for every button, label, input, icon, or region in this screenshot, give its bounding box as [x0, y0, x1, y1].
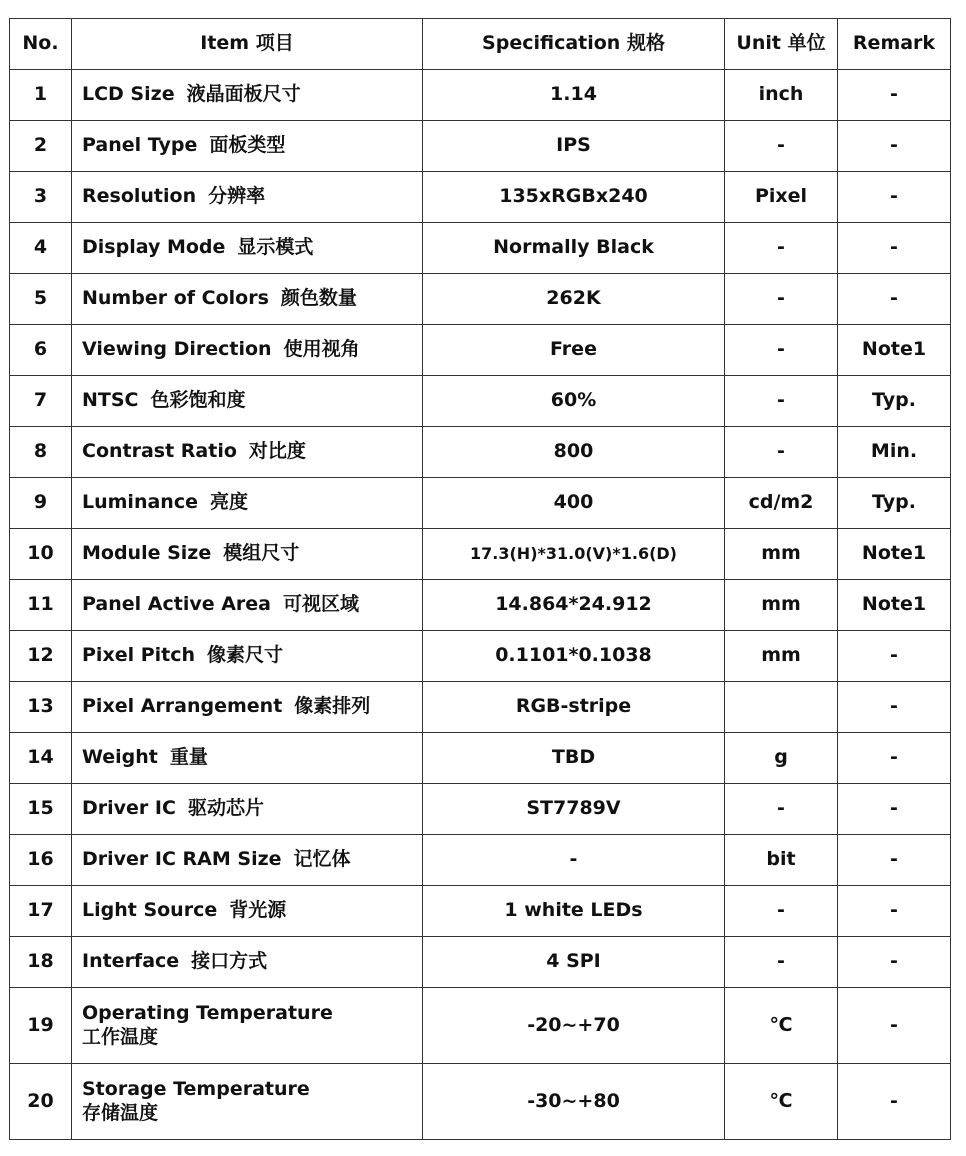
row-unit: g: [725, 733, 838, 784]
item-name-cn: 驱动芯片: [187, 797, 264, 820]
item-name-cn: 使用视角: [283, 338, 360, 361]
item-name-cn: 像素尺寸: [207, 644, 284, 667]
row-no: 14: [10, 733, 72, 784]
row-remark: Note1: [838, 325, 951, 376]
item-name: LCD Size: [82, 83, 175, 106]
row-no: 11: [10, 580, 72, 631]
row-unit: cd/m2: [725, 478, 838, 529]
header-item: Item 项目: [72, 19, 423, 70]
item-name-cn: 色彩饱和度: [150, 389, 246, 412]
row-unit: ℃: [725, 988, 838, 1064]
row-unit: -: [725, 937, 838, 988]
table-row: [10, 835, 951, 886]
row-spec: 1 white LEDs: [423, 886, 725, 937]
row-unit: Pixel: [725, 172, 838, 223]
row-spec: RGB-stripe: [423, 682, 725, 733]
table-row: [10, 223, 951, 274]
row-item: [72, 223, 423, 274]
row-no: 15: [10, 784, 72, 835]
row-item: [72, 682, 423, 733]
row-remark: -: [838, 70, 951, 121]
row-item: [72, 427, 423, 478]
item-name: Storage Temperature: [82, 1077, 310, 1100]
table-row: [10, 325, 951, 376]
row-unit: -: [725, 886, 838, 937]
row-no: 12: [10, 631, 72, 682]
item-name: Operating Temperature: [82, 1001, 333, 1024]
row-no: 3: [10, 172, 72, 223]
item-name: Number of Colors: [82, 287, 269, 310]
table-row: [10, 682, 951, 733]
row-unit: [725, 682, 838, 733]
item-name: Light Source: [82, 899, 218, 922]
row-spec: 800: [423, 427, 725, 478]
row-no: 4: [10, 223, 72, 274]
item-name-cn: 存储温度: [82, 1101, 159, 1124]
item-name: NTSC: [82, 389, 139, 412]
row-item: [72, 325, 423, 376]
item-name-cn: 模组尺寸: [223, 542, 300, 565]
row-spec: Normally Black: [423, 223, 725, 274]
row-remark: -: [838, 988, 951, 1064]
table-header: [10, 19, 951, 70]
row-unit: -: [725, 223, 838, 274]
table-row: [10, 733, 951, 784]
row-spec: -20~+70: [423, 988, 725, 1064]
row-item: [72, 733, 423, 784]
table-row: [10, 70, 951, 121]
table-row: [10, 631, 951, 682]
row-item: [72, 835, 423, 886]
row-item: [72, 172, 423, 223]
row-spec: -: [423, 835, 725, 886]
row-spec: TBD: [423, 733, 725, 784]
row-unit: ℃: [725, 1064, 838, 1140]
row-remark: -: [838, 172, 951, 223]
item-name: Pixel Arrangement: [82, 695, 283, 718]
row-remark: -: [838, 121, 951, 172]
row-spec: 135xRGBx240: [423, 172, 725, 223]
row-no: 10: [10, 529, 72, 580]
row-item: [72, 274, 423, 325]
row-remark: Min.: [838, 427, 951, 478]
row-remark: Typ.: [838, 478, 951, 529]
row-item: [72, 70, 423, 121]
row-remark: Note1: [838, 529, 951, 580]
row-spec: 60%: [423, 376, 725, 427]
row-spec: 262K: [423, 274, 725, 325]
item-name-cn: 重量: [169, 746, 208, 769]
item-name: Display Mode: [82, 236, 226, 259]
header-no: No.: [10, 19, 72, 70]
row-spec: IPS: [423, 121, 725, 172]
row-item: [72, 988, 423, 1064]
item-name: Module Size: [82, 542, 212, 565]
row-no: 19: [10, 988, 72, 1064]
row-item: [72, 376, 423, 427]
item-name: Weight: [82, 746, 158, 769]
item-name-cn: 显示模式: [237, 236, 314, 259]
item-name: Panel Type: [82, 134, 198, 157]
row-spec: 14.864*24.912: [423, 580, 725, 631]
row-no: 17: [10, 886, 72, 937]
table-row: [10, 886, 951, 937]
row-item: [72, 478, 423, 529]
item-name: Driver IC RAM Size: [82, 848, 282, 871]
row-item: [72, 121, 423, 172]
item-name: Panel Active Area: [82, 593, 272, 616]
item-name-cn: 接口方式: [191, 950, 268, 973]
row-unit: -: [725, 325, 838, 376]
table-row: [10, 427, 951, 478]
item-name: Resolution: [82, 185, 197, 208]
row-remark: -: [838, 937, 951, 988]
row-unit: mm: [725, 529, 838, 580]
row-unit: -: [725, 121, 838, 172]
header-unit: Unit 单位: [725, 19, 838, 70]
table-row: [10, 376, 951, 427]
row-remark: -: [838, 631, 951, 682]
item-name-cn: 对比度: [248, 440, 306, 463]
row-spec: 0.1101*0.1038: [423, 631, 725, 682]
row-spec: 400: [423, 478, 725, 529]
row-spec: ST7789V: [423, 784, 725, 835]
row-remark: -: [838, 1064, 951, 1140]
table-row: [10, 784, 951, 835]
table-row: [10, 121, 951, 172]
item-name: Interface: [82, 950, 180, 973]
table-row: [10, 478, 951, 529]
row-remark: -: [838, 733, 951, 784]
row-item: [72, 784, 423, 835]
table-body: [10, 70, 951, 1140]
item-name-cn: 面板类型: [209, 134, 286, 157]
row-no: 2: [10, 121, 72, 172]
item-name: Viewing Direction: [82, 338, 272, 361]
row-remark: -: [838, 784, 951, 835]
table-row: [10, 274, 951, 325]
row-no: 13: [10, 682, 72, 733]
row-spec: 4 SPI: [423, 937, 725, 988]
item-name-cn: 背光源: [229, 899, 287, 922]
table-row: [10, 529, 951, 580]
row-remark: -: [838, 274, 951, 325]
item-name-cn: 可视区域: [283, 593, 360, 616]
item-name-cn: 记忆体: [293, 848, 351, 871]
row-no: 6: [10, 325, 72, 376]
specification-table: [9, 18, 951, 1140]
table-row: [10, 1064, 951, 1140]
row-no: 16: [10, 835, 72, 886]
row-remark: -: [838, 682, 951, 733]
row-remark: -: [838, 223, 951, 274]
row-unit: -: [725, 376, 838, 427]
item-name-cn: 工作温度: [82, 1025, 159, 1048]
header-remark: Remark: [838, 19, 951, 70]
row-no: 18: [10, 937, 72, 988]
row-remark: -: [838, 886, 951, 937]
row-remark: Typ.: [838, 376, 951, 427]
row-item: [72, 529, 423, 580]
row-unit: mm: [725, 631, 838, 682]
row-no: 7: [10, 376, 72, 427]
item-name-cn: 液晶面板尺寸: [186, 83, 301, 106]
row-remark: -: [838, 835, 951, 886]
row-unit: inch: [725, 70, 838, 121]
row-spec: -30~+80: [423, 1064, 725, 1140]
row-item: [72, 580, 423, 631]
row-spec: Free: [423, 325, 725, 376]
item-name: Contrast Ratio: [82, 440, 237, 463]
item-name: Pixel Pitch: [82, 644, 196, 667]
row-no: 9: [10, 478, 72, 529]
row-no: 20: [10, 1064, 72, 1140]
row-spec: 1.14: [423, 70, 725, 121]
table-row: [10, 580, 951, 631]
row-item: [72, 1064, 423, 1140]
row-unit: bit: [725, 835, 838, 886]
row-item: [72, 937, 423, 988]
row-item: [72, 886, 423, 937]
row-unit: -: [725, 274, 838, 325]
header-specification: Specification 规格: [423, 19, 725, 70]
table-row: [10, 937, 951, 988]
table-row: [10, 172, 951, 223]
row-remark: Note1: [838, 580, 951, 631]
item-name-cn: 像素排列: [294, 695, 371, 718]
row-no: 5: [10, 274, 72, 325]
item-name: Luminance: [82, 491, 198, 514]
header-row: [10, 19, 951, 70]
row-spec: 17.3(H)*31.0(V)*1.6(D): [423, 529, 725, 580]
row-no: 8: [10, 427, 72, 478]
row-unit: -: [725, 427, 838, 478]
row-unit: mm: [725, 580, 838, 631]
row-unit: -: [725, 784, 838, 835]
item-name-cn: 分辨率: [208, 185, 266, 208]
table-row: [10, 988, 951, 1064]
item-name-cn: 亮度: [209, 491, 248, 514]
row-item: [72, 631, 423, 682]
item-name-cn: 颜色数量: [280, 287, 357, 310]
item-name: Driver IC: [82, 797, 176, 820]
row-no: 1: [10, 70, 72, 121]
